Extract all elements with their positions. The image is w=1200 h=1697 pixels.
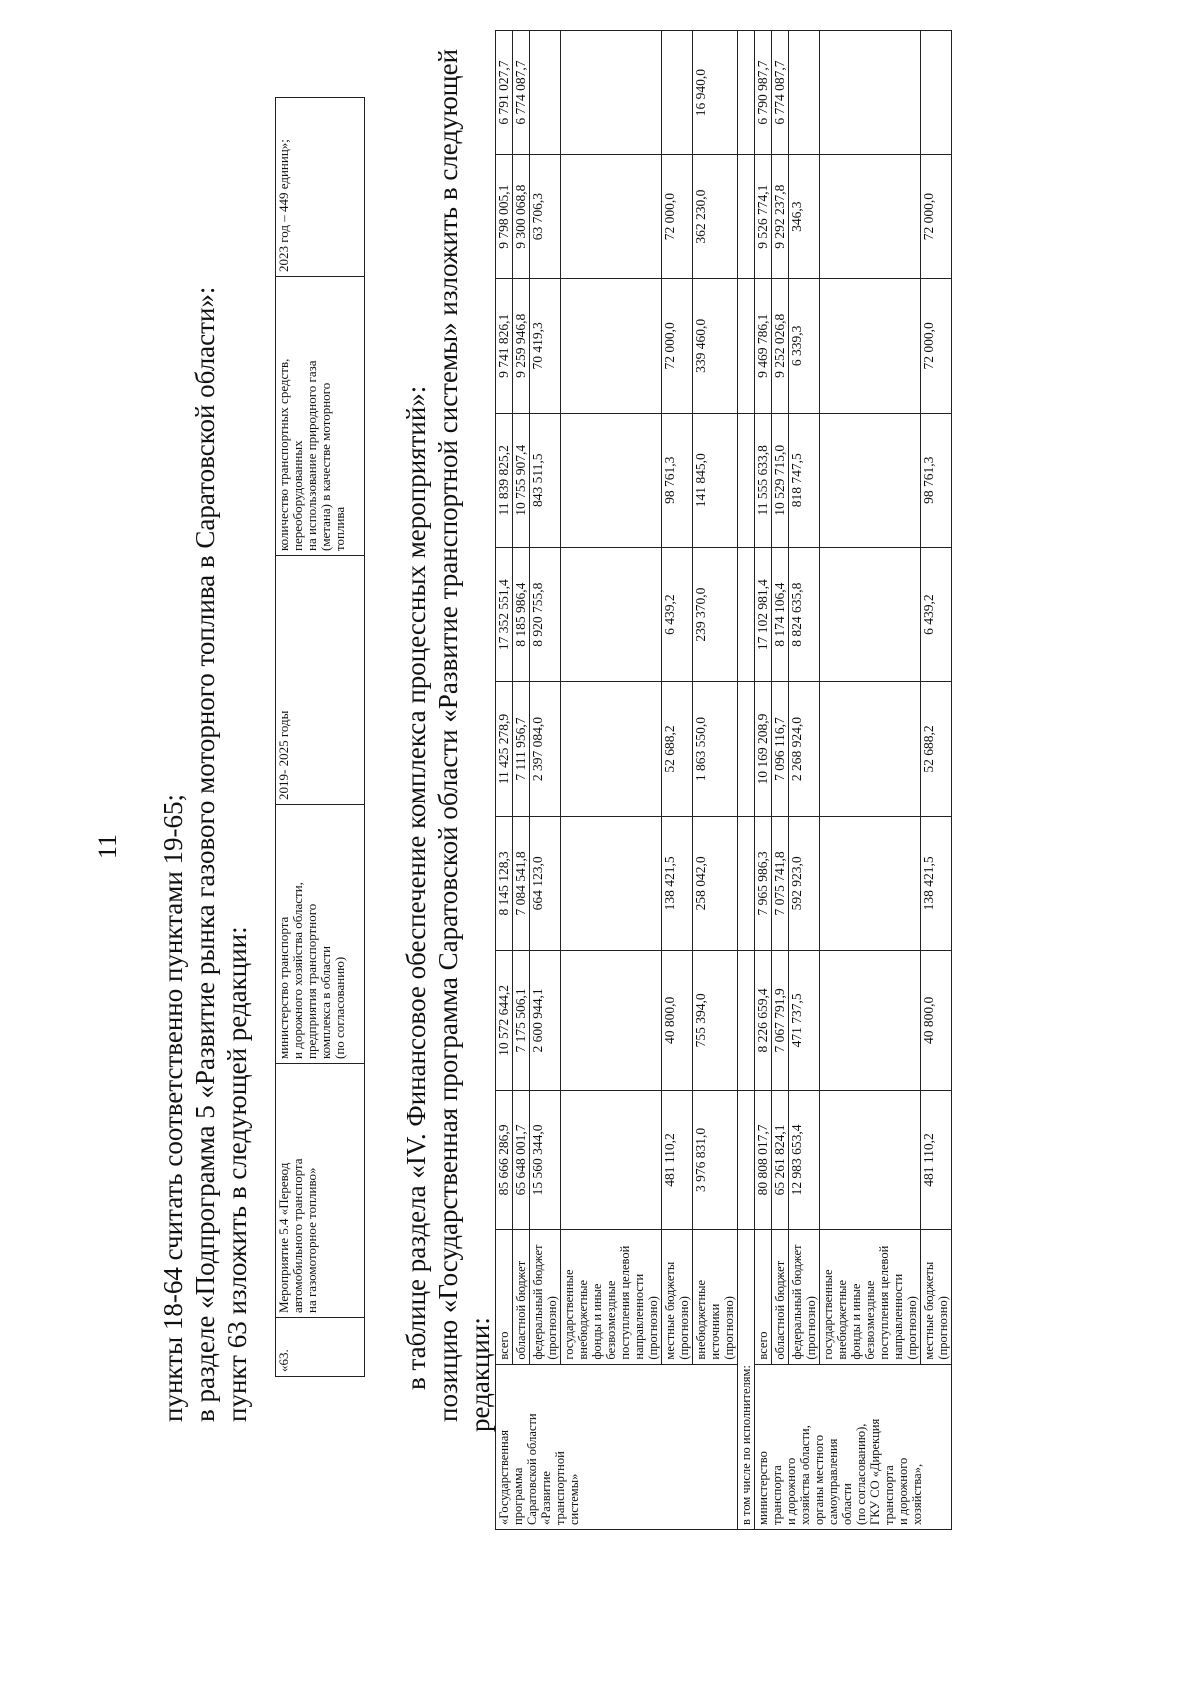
table-cell [561,279,662,413]
paragraph-point-63: пункт 63 изложить в следующей редакции: [222,926,252,1422]
table-row [789,31,820,1530]
table-cell: 481 110,2 [921,1090,952,1230]
table-row [561,31,662,1530]
table-cell [820,155,921,279]
table-row [530,31,561,1530]
table-row [921,31,952,1530]
table-cell: 52 688,2 [921,682,952,816]
financing-table [495,30,952,1530]
table-cell: 72 000,0 [662,279,693,413]
table-cell: 9 526 774,1 [755,155,772,279]
period: 2019- 2025 годы [276,556,365,805]
table-cell [820,547,921,681]
table-row [662,31,693,1530]
table-cell: 8 920 755,8 [530,547,561,681]
table-cell: 7 075 741,8 [772,816,789,950]
table-cell: 138 421,5 [921,816,952,950]
table-cell [561,413,662,547]
table-cell: 9 259 946,8 [513,279,530,413]
table-cell: 7 111 956,7 [513,682,530,816]
table-cell [530,31,561,155]
table-cell: 65 261 824,1 [772,1090,789,1230]
executor: министерство транспорта и дорожного хозяйства области, предприятия транспортного комплекса в области (по согласованию) [276,805,365,1064]
table-cell: 7 084 541,8 [513,816,530,950]
table-cell: 9 469 786,1 [755,279,772,413]
table-cell: 6 439,2 [662,547,693,681]
table-cell: 8 824 635,8 [789,547,820,681]
table-cell [820,816,921,950]
table-cell: 65 648 001,7 [513,1090,530,1230]
indicator: количество транспортных средств, переоборудованных на использование природного газа (метана) в качестве моторного топлива [276,277,365,556]
paragraph-position: позицию «Государственная программа Саратовской области «Развитие транспортной системы» изложить в следующей [433,48,463,1422]
source-label: местные бюджеты (прогнозно) [921,1230,952,1364]
table-cell [561,816,662,950]
table-cell [921,31,952,155]
table-cell: 9 300 068,8 [513,155,530,279]
table-cell: 141 845,0 [693,413,738,547]
table-cell: 9 798 005,1 [496,155,513,279]
table-cell: 2 268 924,0 [789,682,820,816]
table-cell: 3 976 831,0 [693,1090,738,1230]
table-cell: 17 352 551,4 [496,547,513,681]
table-cell: 818 747,5 [789,413,820,547]
source-label: федеральный бюджет (прогнозно) [530,1230,561,1364]
table-cell [820,951,921,1091]
table-cell: 16 940,0 [693,31,738,155]
table-cell [820,1090,921,1230]
table-cell: 72 000,0 [662,155,693,279]
table-cell: 9 292 237,8 [772,155,789,279]
source-label: федеральный бюджет (прогнозно) [789,1230,820,1364]
source-label: всего [496,1230,513,1364]
table-cell: 40 800,0 [662,951,693,1091]
source-label: всего [755,1230,772,1364]
row-number: «63. [276,1318,365,1377]
table-cell [738,413,755,547]
table-cell: 6 774 087,7 [513,31,530,155]
table-cell: 8 185 986,4 [513,547,530,681]
table-cell: 9 252 026,8 [772,279,789,413]
table-cell: 63 706,3 [530,155,561,279]
table-row [513,31,530,1530]
table-cell: 7 096 116,7 [772,682,789,816]
table-cell: 8 174 106,4 [772,547,789,681]
table-cell: 258 042,0 [693,816,738,950]
paragraph-table-section-iv: в таблице раздела «IV. Финансовое обеспечение комплекса процессных мероприятий»: [401,385,431,1390]
table-cell [738,31,755,155]
table-cell [738,547,755,681]
table-cell [789,31,820,155]
table-row [496,31,513,1530]
table-row [276,98,365,1377]
table-cell [820,279,921,413]
table-cell: 362 230,0 [693,155,738,279]
table-cell [561,951,662,1091]
table-cell: 138 421,5 [662,816,693,950]
program-name: «Государственная программа Саратовской области «Развитие транспортной системы» [496,1364,738,1529]
table-cell: 755 394,0 [693,951,738,1091]
table-row [772,31,789,1530]
page-number: 11 [93,833,122,859]
table-cell: 2 397 084,0 [530,682,561,816]
table-cell: 72 000,0 [921,279,952,413]
table-cell [561,547,662,681]
table-cell: 6 774 087,7 [772,31,789,155]
table-cell [738,682,755,816]
table-cell: 1 863 550,0 [693,682,738,816]
table-cell: 592 923,0 [789,816,820,950]
table-cell [662,31,693,155]
table-cell: 12 983 653,4 [789,1090,820,1230]
table-cell: 239 370,0 [693,547,738,681]
table-cell: 7 067 791,9 [772,951,789,1091]
table-cell: 72 000,0 [921,155,952,279]
indicator-value: 2023 год – 449 единиц»; [276,98,365,277]
table-cell: 2 600 944,1 [530,951,561,1091]
table-cell [738,155,755,279]
table-cell: 843 511,5 [530,413,561,547]
table-cell [738,951,755,1091]
table-row [693,31,738,1530]
source-label: местные бюджеты (прогнозно) [662,1230,693,1364]
table-cell [738,816,755,950]
table-cell: 6 791 027,7 [496,31,513,155]
table-cell [738,1090,755,1230]
table-cell: 339 460,0 [693,279,738,413]
executors-header: в том числе по исполнителям: [738,1230,755,1530]
source-label: государственные внебюджетные фонды и иные безвозмездные поступления целевой направленности (прогнозно) [820,1230,921,1364]
point-63-table [275,97,365,1377]
table-cell: 85 666 286,9 [496,1090,513,1230]
measure-name: Мероприятие 5.4 «Перевод автомобильного транспорта на газомоторное топливо» [276,1064,365,1318]
table-cell [561,155,662,279]
table-cell: 10 529 715,0 [772,413,789,547]
table-cell [561,682,662,816]
table-cell: 8 145 128,3 [496,816,513,950]
table-cell: 98 761,3 [921,413,952,547]
table-cell [738,279,755,413]
table-cell [820,682,921,816]
paragraph-editions: редакции: [465,1317,495,1432]
table-cell: 11 839 825,2 [496,413,513,547]
table-cell: 70 419,3 [530,279,561,413]
executor-name: министерство транспорта и дорожного хозяйства области, органы местного самоуправления области (по согласованию), ГКУ СО «Дирекция транспорта и дорожного хозяйства», [755,1364,952,1529]
table-cell: 7 175 506,1 [513,951,530,1091]
table-cell: 9 741 826,1 [496,279,513,413]
table-cell: 17 102 981,4 [755,547,772,681]
table-cell: 6 339,3 [789,279,820,413]
table-cell: 15 560 344,0 [530,1090,561,1230]
source-label: внебюджетные источники (прогнозно) [693,1230,738,1364]
table-cell: 7 965 986,3 [755,816,772,950]
paragraph-subprogram-5: в разделе «Подпрограмма 5 «Развитие рынка газового моторного топлива в Саратовской области»: [190,286,220,1422]
table-cell [820,413,921,547]
table-row [820,31,921,1530]
table-cell: 8 226 659,4 [755,951,772,1091]
table-cell: 346,3 [789,155,820,279]
table-cell: 52 688,2 [662,682,693,816]
table-cell: 6 790 987,7 [755,31,772,155]
table-cell: 481 110,2 [662,1090,693,1230]
table-cell: 664 123,0 [530,816,561,950]
table-cell: 40 800,0 [921,951,952,1091]
table-cell [561,31,662,155]
source-label: государственные внебюджетные фонды и иные безвозмездные поступления целевой направленности (прогнозно) [561,1230,662,1364]
table-cell: 10 169 208,9 [755,682,772,816]
table-cell: 11 425 278,9 [496,682,513,816]
table-cell [820,31,921,155]
table-cell: 98 761,3 [662,413,693,547]
paragraph-points-renumber: пункты 18-64 считать соответственно пунктами 19-65; [158,793,188,1422]
table-cell: 6 439,2 [921,547,952,681]
table-cell: 471 737,5 [789,951,820,1091]
table-cell: 80 808 017,7 [755,1090,772,1230]
source-label: областной бюджет [772,1230,789,1364]
source-label: областной бюджет [513,1230,530,1364]
table-row [738,31,755,1530]
table-cell [561,1090,662,1230]
table-cell: 10 755 907,4 [513,413,530,547]
table-cell: 11 555 633,8 [755,413,772,547]
table-cell: 10 572 644,2 [496,951,513,1091]
table-row [755,31,772,1530]
